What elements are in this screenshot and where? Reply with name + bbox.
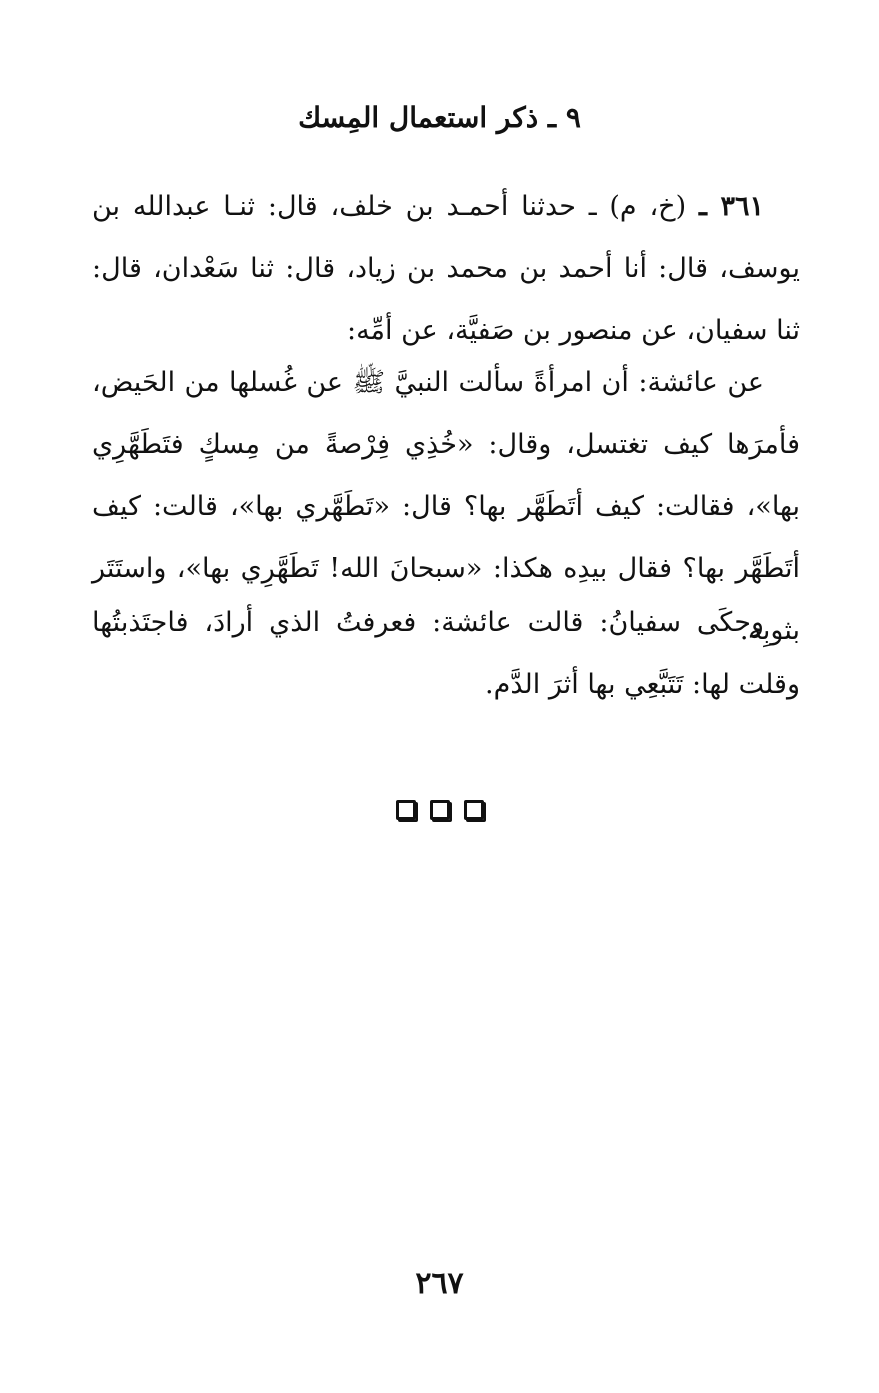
hadith-matn: عن عائشة: أن امرأةً سألت النبيَّ ﷺ عن غُسلها من الحَيض، فأمرَها كيف تغتسل، وقال: «خُذِي فِرْصةً من مِسكٍ فتَطَهَّرِي بها»، فقالت: كيف أتَطَهَّر بها؟ قال: «تَطَهَّري بها»، قالت: كيف أتَطَهَّر بها؟ فقال بيدِه هكذا: «سبحانَ الله! تَطَهَّرِي بها»، واستَتَر بثوبِه. [92, 367, 800, 646]
square-ornament-icon [430, 800, 450, 820]
page-number: ٢٦٧ [415, 1266, 464, 1301]
hadith-number: ٣٦١ ـ [698, 191, 764, 222]
section-separator-icon [0, 800, 879, 820]
hadith-note: وحكَى سفيانُ: قالت عائشة: فعرفتُ الذي أرادَ، فاجتَذبتُها وقلت لها: تَتَبَّعِي بها أثرَ الدَّم. [92, 607, 800, 700]
hadith-isnad-paragraph [92, 176, 800, 362]
hadith-isnad: (خ، م) ـ حدثنا أحمـد بن خلف، قال: ثنـا عبدالله بن يوسف، قال: أنا أحمد بن محمد بن زياد، قال: ثنا سَعْدان، قال: ثنا سفيان، عن منصور بن صَفيَّة، عن أمِّه: [92, 191, 800, 346]
hadith-note-paragraph [92, 592, 800, 716]
square-ornament-icon [396, 800, 416, 820]
chapter-title: ٩ ـ ذكر استعمال المِسك [298, 101, 581, 134]
square-ornament-icon [464, 800, 484, 820]
